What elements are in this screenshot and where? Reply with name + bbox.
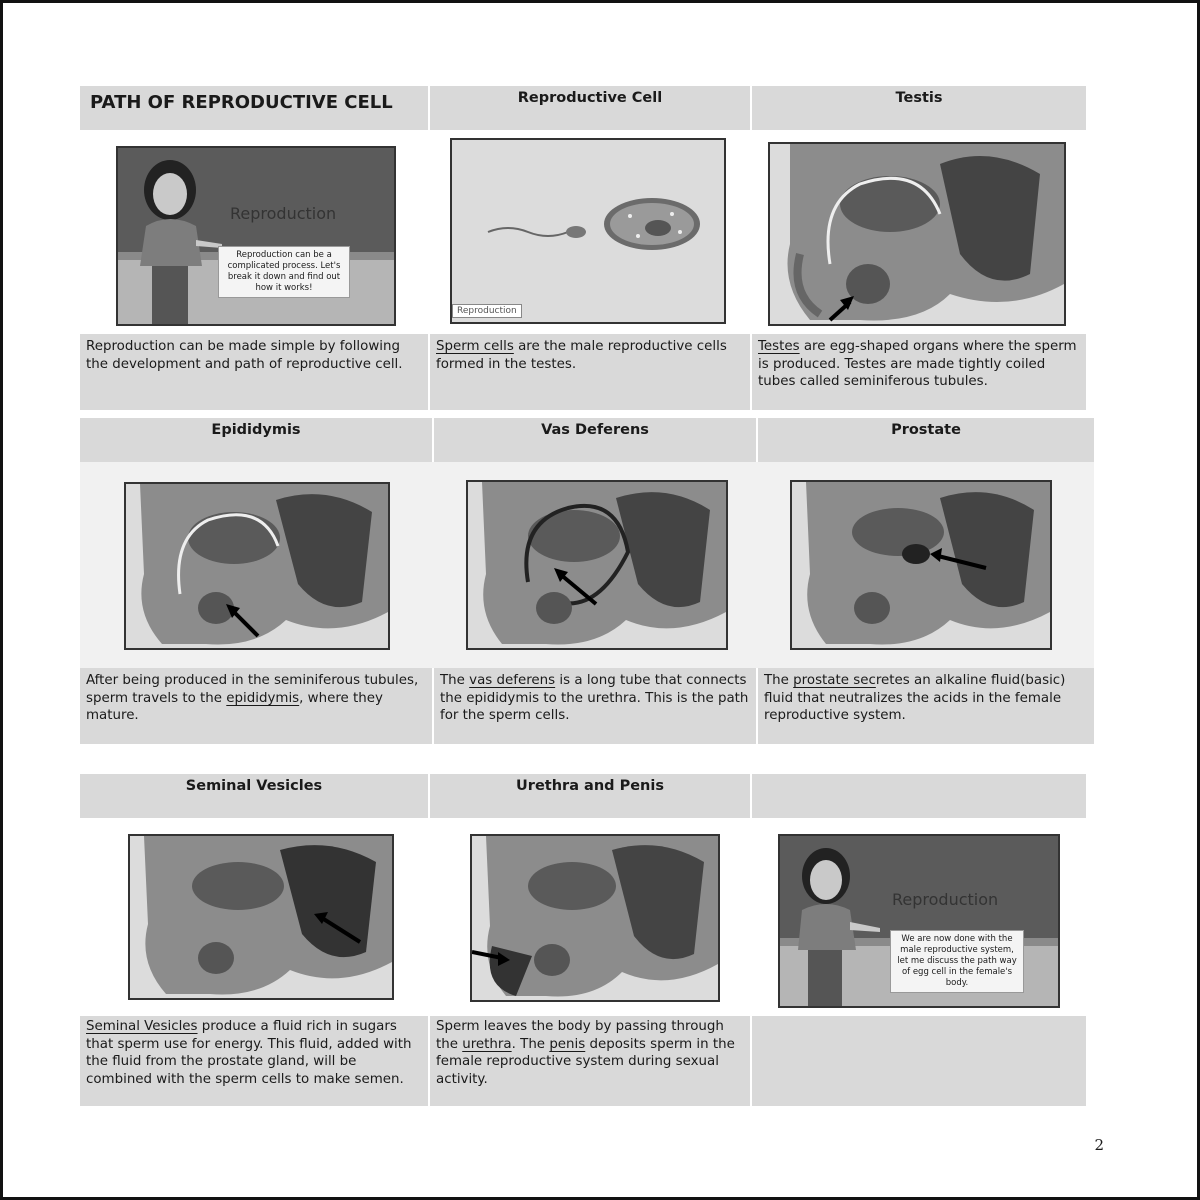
- header-reproductive-cell: Reproductive Cell: [517, 90, 663, 106]
- speech-bubble-2: We are now done with the male reproductive system, let me discuss the path way of egg cell in the female's body.: [890, 930, 1024, 993]
- anatomy-seminal-vesicles-illustration: [128, 834, 394, 1000]
- teacher-illustration-1: [116, 146, 396, 326]
- speech-bubble-1: Reproduction can be a complicated process. Let's break it down and find out how it works!: [218, 246, 350, 298]
- header-epididymis: Epididymis: [211, 422, 301, 438]
- reproduction-badge: Reproduction: [452, 304, 522, 318]
- text-sperm-cells: Sperm cells are the male reproductive cells formed in the testes.: [436, 339, 727, 372]
- text-prostate: The prostate secretes an alkaline fluid(basic) fluid that neutralizes the acids in the female reproductive system.: [764, 673, 1066, 723]
- teacher-illustration-2: [778, 834, 1060, 1008]
- anatomy-urethra-penis-illustration: [470, 834, 720, 1002]
- header-seminal-vesicles: Seminal Vesicles: [185, 778, 323, 794]
- text-urethra-penis: Sperm leaves the body by passing through the urethra. The penis deposits sperm in the female reproductive system during sexual activity.: [436, 1019, 735, 1087]
- header-testis: Testis: [895, 90, 943, 106]
- anatomy-epididymis-illustration: [124, 482, 390, 650]
- text-testes: Testes are egg-shaped organs where the sperm is produced. Testes are made tightly coiled tubes called seminiferous tubules.: [758, 339, 1077, 389]
- anatomy-prostate-illustration: [790, 480, 1052, 650]
- text-reproduction-intro: Reproduction can be made simple by following the development and path of reproductive cell.: [86, 339, 403, 372]
- header-prostate: Prostate: [891, 422, 961, 438]
- header-vas-deferens: Vas Deferens: [541, 422, 649, 438]
- board-label-1: Reproduction: [230, 204, 337, 223]
- text-vas-deferens: The vas deferens is a long tube that connects the epididymis to the urethra. This is the path for the sperm cells.: [440, 673, 749, 723]
- header-urethra-penis: Urethra and Penis: [516, 778, 664, 794]
- page-title: PATH OF REPRODUCTIVE CELL: [90, 92, 393, 113]
- sperm-egg-illustration: [450, 138, 726, 324]
- anatomy-testis-illustration: [768, 142, 1066, 326]
- text-seminal-vesicles: Seminal Vesicles produce a fluid rich in sugars that sperm use for energy. This fluid, added with the fluid from the prostate gland, will be combined with the sperm cells to make semen.: [86, 1019, 412, 1087]
- board-label-2: Reproduction: [892, 890, 999, 909]
- anatomy-vas-deferens-illustration: [466, 480, 728, 650]
- page-number: 2: [1094, 1136, 1104, 1154]
- text-epididymis: After being produced in the seminiferous tubules, sperm travels to the epididymis, where they mature.: [86, 673, 419, 723]
